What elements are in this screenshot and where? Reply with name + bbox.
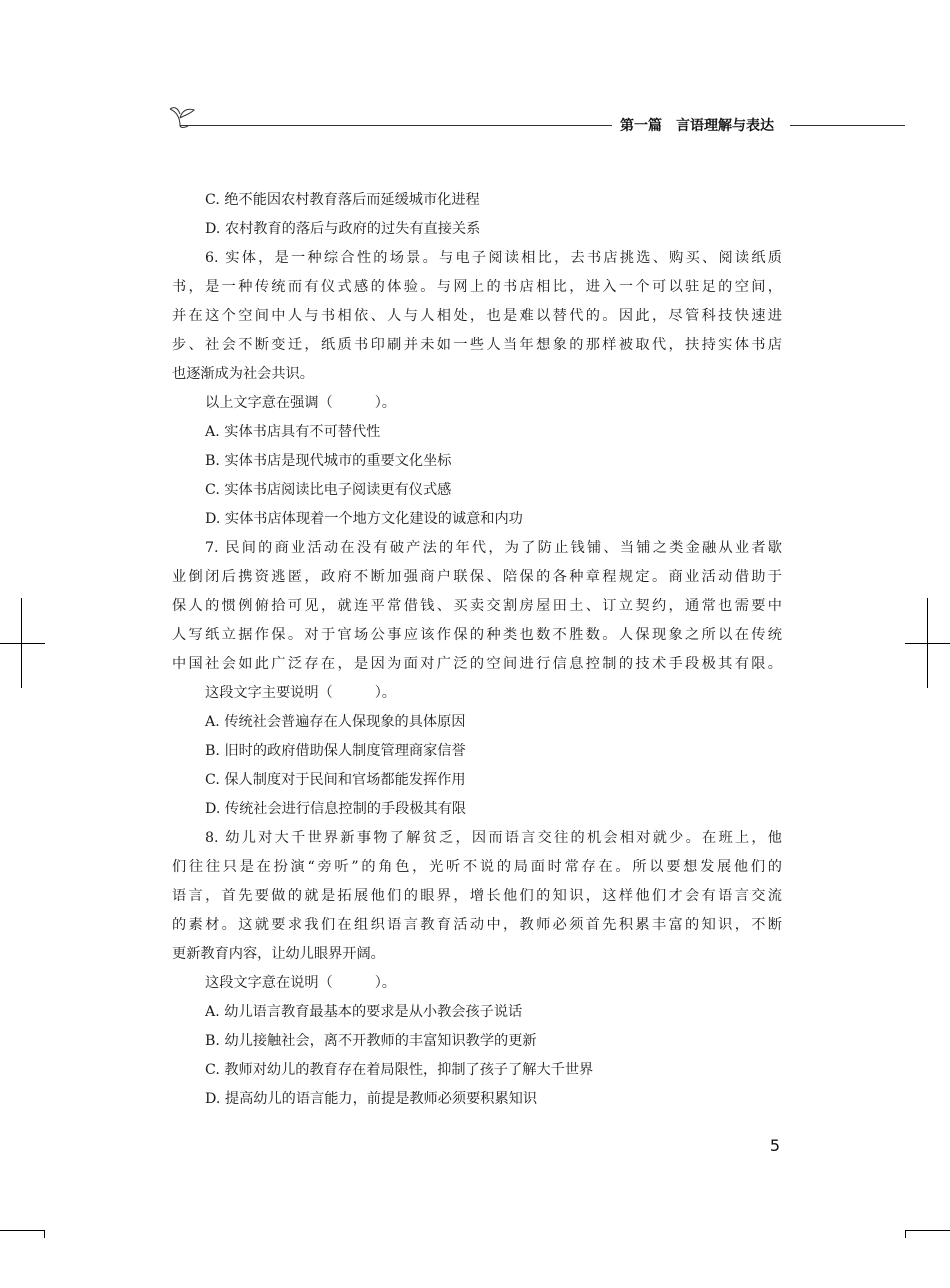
q8-passage-line: 的素材。这就要求我们在组织语言教育活动中，教师必须首先积累丰富的知识，不断 [172, 917, 782, 933]
q6-option-b: B. 实体书店是现代城市的重要文化坐标 [205, 453, 452, 469]
q8-option-c: C. 教师对幼儿的教育存在着局限性，抑制了孩子了解大千世界 [205, 1062, 594, 1078]
q7-option-d: D. 传统社会进行信息控制的手段极其有限 [205, 801, 467, 817]
q5-option-c: C. 绝不能因农村教育落后而延缓城市化进程 [205, 192, 480, 208]
page-body [172, 186, 782, 1114]
q7-passage-line: 7. 民间的商业活动在没有破产法的年代，为了防止钱铺、当铺之类金融从业者歇 [205, 540, 782, 556]
page-number: 5 [769, 1136, 780, 1155]
q7-passage-line: 业倒闭后携资逃匿，政府不断加强商户联保、陪保的各种章程规定。商业活动借助于 [172, 569, 782, 585]
q7-option-a: A. 传统社会普遍存在人保现象的具体原因 [205, 714, 466, 730]
q7-question-end: ）。 [374, 685, 396, 701]
q7-question [172, 679, 782, 708]
crop-mark-left-horizontal [0, 643, 45, 644]
running-header-title: 第一篇 言语理解与表达 [620, 118, 774, 134]
q7-option-b: B. 旧时的政府借助保人制度管理商家信誉 [205, 743, 466, 759]
q8-passage-line: 8. 幼儿对大千世界新事物了解贫乏，因而语言交往的机会相对就少。在班上，他 [205, 830, 782, 846]
crop-mark-bottom-left-v [44, 1230, 45, 1238]
q6-passage-line: 书，是一种传统而有仪式感的体验。与网上的书店相比，进入一个可以驻足的空间， [172, 279, 782, 295]
q5-option-d: D. 农村教育的落后与政府的过失有直接关系 [205, 221, 481, 237]
q6-question [172, 389, 782, 418]
q6-passage-line: 步、社会不断变迁，纸质书印刷并未如一些人当年想象的那样被取代，扶持实体书店 [172, 337, 782, 353]
header-rule-left [180, 125, 612, 126]
q8-option-a: A. 幼儿语言教育最基本的要求是从小教会孩子说话 [205, 1004, 523, 1020]
q8-option-d: D. 提高幼儿的语言能力，前提是教师必须要积累知识 [205, 1091, 538, 1107]
crop-mark-bottom-right-v [905, 1230, 906, 1238]
q6-option-a: A. 实体书店具有不可替代性 [205, 424, 381, 440]
header-rule-right [790, 125, 905, 126]
q8-option-b: B. 幼儿接触社会，离不开教师的丰富知识教学的更新 [205, 1033, 537, 1049]
crop-mark-bottom-right [905, 1230, 950, 1231]
q8-passage-line: 语言，首先要做的就是拓展他们的眼界，增长他们的知识，这样他们才会有语言交流 [172, 888, 782, 904]
leaf-ornament-icon [168, 100, 198, 132]
q8-question-text: 这段文字意在说明（ [205, 975, 333, 991]
q8-question [172, 969, 782, 998]
q7-passage-line: 保人的惯例俯拾可见，就连平常借钱、买卖交割房屋田土、订立契约，通常也需要中 [172, 598, 782, 614]
q6-question-text: 以上文字意在强调（ [205, 395, 333, 411]
q7-passage-line: 中国社会如此广泛存在，是因为面对广泛的空间进行信息控制的技术手段极其有限。 [172, 656, 782, 672]
q8-passage-line: 更新教育内容，让幼儿眼界开阔。 [172, 946, 385, 962]
q7-passage-line: 人写纸立据作保。对于官场公事应该作保的种类也数不胜数。人保现象之所以在传统 [172, 627, 782, 643]
q7-option-c: C. 保人制度对于民间和官场都能发挥作用 [205, 772, 466, 788]
crop-mark-right-horizontal [905, 643, 950, 644]
crop-mark-bottom-left [0, 1230, 45, 1231]
q8-question-end: ）。 [374, 975, 396, 991]
q7-question-text: 这段文字主要说明（ [205, 685, 333, 701]
q6-option-c: C. 实体书店阅读比电子阅读更有仪式感 [205, 482, 452, 498]
q6-passage-line: 6. 实体，是一种综合性的场景。与电子阅读相比，去书店挑选、购买、阅读纸质 [205, 250, 782, 266]
q6-passage-line: 也逐渐成为社会共识。 [172, 366, 314, 382]
q6-passage-line: 并在这个空间中人与书相依、人与人相处，也是难以替代的。因此，尽管科技快速进 [172, 308, 782, 324]
q8-passage-line: 们往往只是在扮演“旁听”的角色，光听不说的局面时常存在。所以要想发展他们的 [172, 859, 782, 875]
q6-question-end: ）。 [374, 395, 396, 411]
q6-option-d: D. 实体书店体现着一个地方文化建设的诚意和内功 [205, 511, 523, 527]
